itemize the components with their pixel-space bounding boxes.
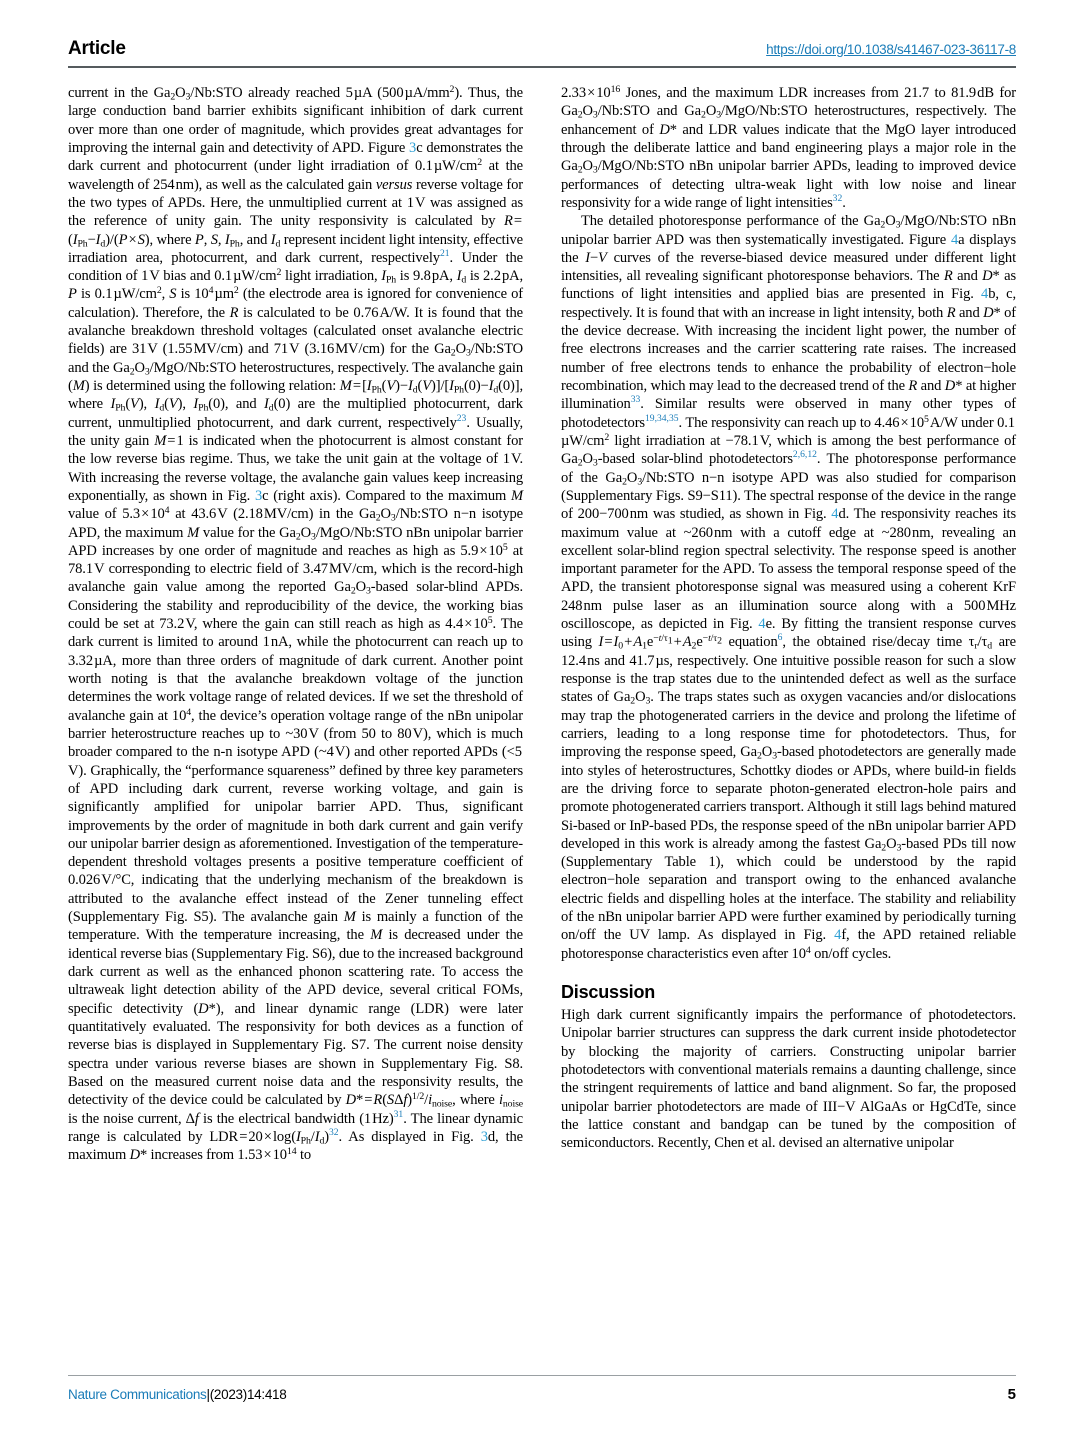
doi-link[interactable]: https://doi.org/10.1038/s41467-023-36117-8: [766, 42, 1016, 57]
left-column: [68, 84, 523, 1164]
page-header: [68, 38, 1016, 60]
citation-separator: |: [206, 1387, 210, 1402]
right-paragraph-1: 2.33 × $10^{16}$ Jones, and the maximum LDR increases from 21.7 to 81.9 dB for $Ga_2O_3/Nb:STO$ and $Ga_2O_3/MgO/Nb:STO$ heterostructures, respectively. The enhancement of D* and LDR values indicate that the MgO layer introduced through the deliberate lattice and band engineering plays a major role in the $Ga_2O_3/MgO/Nb:STO$ nBn unipolar barrier APDs, leading to improved device performances of detecting ultra-weak light with low noise and linear responsivity for a wide range of light intensities$^{32}$.: [561, 83, 1016, 211]
section-heading-discussion: Discussion: [561, 982, 656, 1002]
citation-text: (2023)14:418: [209, 1387, 287, 1402]
right-column: [561, 84, 1016, 1164]
header-divider: [68, 66, 1016, 68]
journal-name[interactable]: Nature Communications: [68, 1387, 207, 1402]
page-title: Article: [68, 38, 126, 59]
page-footer: [68, 1386, 1016, 1403]
footer-divider: [68, 1375, 1016, 1376]
right-paragraph-3: High dark current significantly impairs the performance of photodetectors. Unipolar barrier structures can suppress the dark current inside photodetector by blocking the majority of carriers. Constructing unipolar barrier photodetectors with conventional materials remains a daunting challenge, since the stringent requirements of lattice and band alignment. So far, the proposed unipolar barrier photodetectors are made of III−V AlGaAs or HgCdTe, since the lattice constant and bandgap can be tuned by the composition of semiconductors. Recently, Chen et al. devised an alternative unipolar: [561, 1007, 1016, 1152]
journal-citation: [68, 1387, 286, 1402]
page-number: 5: [1007, 1386, 1016, 1403]
two-column-body: [68, 84, 1016, 1164]
left-paragraph-1: current in the $Ga_2O_3/Nb:STO$ already reached 5 µA (500 $\mu A/mm^2$). Thus, the large conduction band barrier exhibits significant inhibition of dark current over more than one order of magnitude, which provides great advantages for improving the internal gain and detectivity of APD. Figure 3c demonstrates the dark current and photocurrent (under light irradiation of 0.1 $\mu W/cm^2$ at the wavelength of 254 nm), as well as the calculated gain versus reverse voltage for the two types of APDs. Here, the unmultiplied current at 1 V was assigned as the reference of unity gain. The unity responsivity is calculated by R = $(I_{Ph}-I_d)/(P$ × S), where P, S, $I_{Ph}$, and $I_d$ represent incident light intensity, effective irradiation area, photocurrent, and dark current, respectively$^{21}$. Under the condition of 1 V bias and 0.1 $\mu W/cm^2$ light irradiation, $I_{Ph}$ is 9.8 pA, $I_d$ is 2.2 pA, P is 0.1 $\mu W/cm^2$, S is $10^4$ µm$^2$ (the electrode area is ignored for convenience of calculation). Therefore, the R is calculated to be 0.76 A/W. It is found that the avalanche breakdown threshold voltages (calculated onset avalanche electric fields) are 31 V (1.55 MV/cm) and 71 V (3.16 MV/cm) for the $Ga_2O_3/Nb:STO$ and the $Ga_2O_3/MgO/Nb:STO$ heterostructures, respectively. The avalanche gain (M) is determined using the following relation: M = $[I_{Ph}(V)-I_d(V)]/[I_{Ph}(0)-I_d(0)]$, where $I_{Ph}(V)$, $I_d(V)$, $I_{Ph}(0)$, and $I_d(0)$ are the multiplied photocurrent, dark current, unmultiplied photocurrent, and dark current, respectively$^{23}$. Usually, the unity gain M = 1 is indicated when the photocurrent is almost constant for the low reverse bias regime. Thus, we take the unit gain at the voltage of 1 V. With increasing the reverse voltage, the avalanche gain values keep increasing exponentially, as shown in Fig. 3c (right axis). Compared to the maximum M value of 5.3 × $10^4$ at 43.6 V (2.18 MV/cm) in the $Ga_2O_3/Nb:STO$ n−n isotype APD, the maximum M value for the $Ga_2O_3/MgO/Nb:STO$ nBn unipolar barrier APD increases by one order of magnitude and reaches as high as 5.9 × $10^5$ at 78.1 V corresponding to electric field of 3.47 MV/cm, which is the record-high avalanche gain value among the reported $Ga_2O_3$-based solar-blind APDs. Considering the stability and reproducibility of the device, the working bias could be set at 73.2 V, where the gain can still reach as high as 4.4 × $10^5$. The dark current is limited to around 1 nA, while the photocurrent can reach up to 3.32 µA, more than three orders of magnitude of dark current. Another point worth noting is that the avalanche breakdown voltage of the junction determines the work voltage range of related devices. If we set the threshold of avalanche gain at $10^4$, the device’s operation voltage range of the nBn unipolar barrier heterostructure reaches up to ~30 V (from 50 to 80 V), which is much broader compared to the n-n isotype APD (~4 V) and other reported APDs (<5 V). Graphically, the “performance squareness” defined by three key parameters of APD including dark current, reverse working voltage, and gain is significantly amplified for unipolar barrier APD. Thus, significant improvements by the order of magnitude in both dark current and gain verify our unipolar barrier design as aforementioned. Investigation of the temperature-dependent threshold voltages presents a positive temperature coefficient of 0.026 V/°C, indicating that the underlying mechanism of the breakdown is attributed to the avalanche effect instead of the Zener tunneling effect (Supplementary Fig. S5). The avalanche gain M is mainly a function of the temperature. With the temperature increasing, the M is decreased under the identical reverse bias (Supplementary Fig. S6), due to the increased background dark current as well as the enhanced phonon scattering rate. To access the ultraweak light detection ability of the APD device, several critical FOMs, specific detectivity (D*), and linear dynamic range (LDR) were later quantitatively evaluated. The responsivity for both devices as a function of reverse bias is displayed in Supplementary Fig. S7. The current noise density spectra under various reverse biases are shown in Supplementary Fig. S8. Based on the measured current noise data and the responsivity results, the detectivity of the device could be calculated by D* = $R(S\Delta f)^{1/2}/i_{noise}$, where $i_{noise}$ is the noise current, Δf is the electrical bandwidth (1 Hz)$^{31}$. The linear dynamic range is calculated by LDR = 20 × $\log(I_{Ph}/I_d)^{32}$. As displayed in Fig. 3d, the maximum D* increases from 1.53 × $10^{14}$ to: [68, 83, 524, 1164]
right-paragraph-2: The detailed photoresponse performance of the $Ga_2O_3/MgO/Nb:STO$ nBn unipolar barrier APD was then systematically investigated. Figure 4a displays the I−V curves of the reverse-biased device measured under different light intensities, all revealing significant photoresponse behaviors. The R and D* as functions of light intensities and applied bias are presented in Fig. 4b, c, respectively. It is found that with an increase in light intensity, both R and D* of the device decrease. With increasing the incident light power, the number of free electrons increases and the carrier scattering rate raises. The increased number of free electrons tends to enhance the probability of electron−hole recombination, which may lead to the decreased trend of the R and D* at higher illumination$^{33}$. Similar results were observed in many other types of photodetectors$^{19,34,35}$. The responsivity can reach up to 4.46 × $10^5$ A/W under 0.1 $\mu W/cm^2$ light irradiation at −78.1 V, which is among the best performance of $Ga_2O_3$-based solar-blind photodetectors$^{2,6,12}$. The photoresponse performance of the $Ga_2O_3/Nb:STO$ n−n isotype APD was also studied for comparison (Supplementary Figs. S9−S11). The spectral response of the device in the range of 200−700 nm was studied, as shown in Fig. 4d. The responsivity reaches its maximum value at ~260 nm with a cutoff edge at ~280 nm, revealing an excellent solar-blind region spectral selectivity. The response speed is another important parameter for the APD. To assess the temporal response speed of the APD, the transient photoresponse signal was measured using a coherent KrF 248 nm pulse laser as an illumination source along with a 500 MHz oscilloscope, as depicted in Fig. 4e. By fitting the transient response curves using I = $I_0$ + $A_1e^{-t/\tau_1}$ + $A_2e^{-t/\tau_2}$ equation$^6$, the obtained rise/decay time $\tau_r/\tau_d$ are 12.4 ns and 41.7 µs, respectively. One intuitive possible reason for such a slow response is the trap states due to the unintended defect as well as the surface states of $Ga_2O_3$. The traps states such as oxygen vacancies and/or dislocations may trap the photogenerated carriers in the device and prolong the lifetime of carriers, leading to a long response time for photodetectors. Thus, for improving the response speed, $Ga_2O_3$-based photodetectors are generally made into styles of heterostructures, Schottky diodes or APDs, where build-in fields are the driving force to separate photon-generated electron-hole pairs and promote photogenerated carriers transport. Although it still lags behind matured Si-based or InP-based PDs, the response speed of the nBn unipolar barrier APD developed in this work is already among the fastest $Ga_2O_3$-based PDs till now (Supplementary Table 1), which could be understood by the rapid electron−hole separation and transport owing to the enhanced avalanche electric fields and dispelling holes at the interface. The stability and reliability of the nBn unipolar barrier APD were further examined by periodically turning on/off the UV lamp. As displayed in Fig. 4f, the APD retained reliable photoresponse characteristics even after $10^4$ on/off cycles.: [561, 213, 1016, 962]
